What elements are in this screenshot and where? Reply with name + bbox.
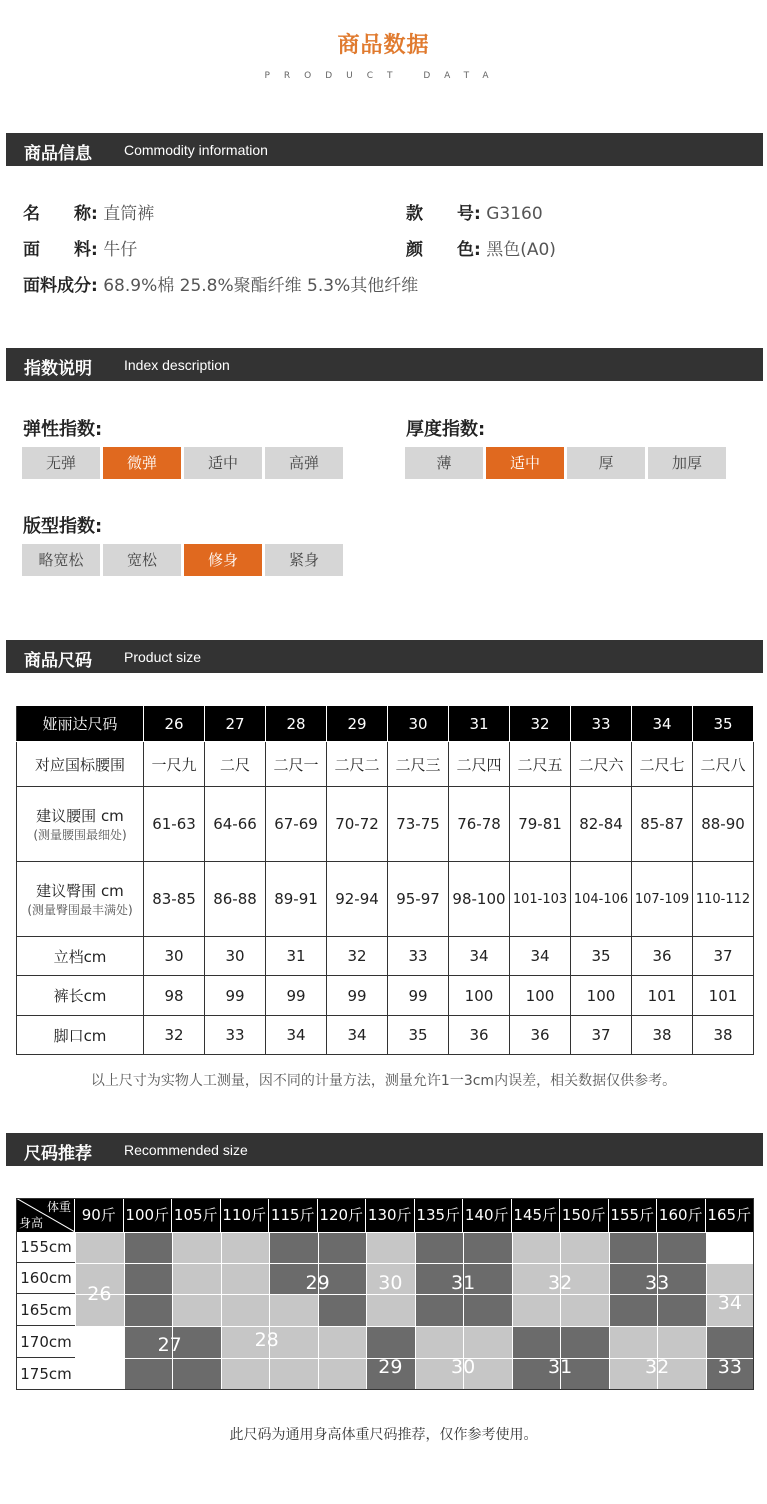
size-table-cell: 79-81 bbox=[510, 787, 571, 862]
size-table-header-cell: 31 bbox=[449, 706, 510, 742]
page-title: 商品数据 bbox=[337, 33, 430, 58]
info-color-label: 颜 色: bbox=[406, 240, 481, 260]
size-table-cell: 82-84 bbox=[571, 787, 632, 862]
size-table-cell: 33 bbox=[205, 1016, 266, 1055]
info-color-value: 黑色(A0) bbox=[486, 240, 556, 260]
elasticity-option: 适中 bbox=[184, 447, 262, 479]
info-fabric-label: 面 料: bbox=[23, 240, 98, 260]
size-table-cell: 二尺八 bbox=[693, 742, 754, 787]
size-table-cell: 二尺三 bbox=[388, 742, 449, 787]
size-table-cell: 二尺 bbox=[205, 742, 266, 787]
elasticity-option: 无弹 bbox=[22, 447, 100, 479]
size-table-cell: 61-63 bbox=[144, 787, 205, 862]
weight-header: 135斤 bbox=[415, 1198, 464, 1232]
size-table-cell: 98-100 bbox=[449, 862, 510, 937]
size-table-cell: 34 bbox=[266, 1016, 327, 1055]
info-composition bbox=[23, 271, 418, 296]
elasticity-title: 弹性指数: bbox=[23, 419, 103, 440]
section-title-cn: 尺码推荐 bbox=[24, 1144, 92, 1164]
section-title-cn: 商品尺码 bbox=[24, 651, 92, 671]
size-table-row-label: 建议臀围 cm (测量臀围最丰满处) bbox=[17, 862, 144, 937]
size-table-cell: 31 bbox=[266, 937, 327, 976]
size-table-cell: 85-87 bbox=[632, 787, 693, 862]
size-table-cell: 98 bbox=[144, 976, 205, 1016]
size-table-cell: 二尺一 bbox=[266, 742, 327, 787]
section-title-en: Product size bbox=[124, 649, 202, 665]
recommended-size-label: 29 bbox=[305, 1271, 330, 1294]
size-table-cell: 36 bbox=[449, 1016, 510, 1055]
fit-option: 略宽松 bbox=[22, 544, 100, 576]
weight-header: 115斤 bbox=[269, 1198, 318, 1232]
size-table-cell: 99 bbox=[327, 976, 388, 1016]
recommended-size-label: 31 bbox=[548, 1356, 573, 1378]
size-table-cell: 37 bbox=[571, 1016, 632, 1055]
elasticity-option: 高弹 bbox=[265, 447, 343, 479]
thickness-option: 厚 bbox=[567, 447, 645, 479]
recommended-size-label: 33 bbox=[717, 1356, 742, 1378]
size-table-cell: 32 bbox=[327, 937, 388, 976]
thickness-title: 厚度指数: bbox=[406, 419, 486, 440]
size-table-cell: 36 bbox=[510, 1016, 571, 1055]
info-name-label: 名 称: bbox=[23, 204, 98, 224]
section-title-en: Index description bbox=[124, 357, 230, 373]
size-table-cell: 99 bbox=[388, 976, 449, 1016]
weight-header: 110斤 bbox=[221, 1198, 270, 1232]
info-name bbox=[23, 199, 154, 224]
size-table-cell: 37 bbox=[693, 937, 754, 976]
size-table-cell: 101-103 bbox=[510, 862, 571, 937]
section-title-cn: 商品信息 bbox=[24, 144, 92, 164]
size-table-row-label: 脚口cm bbox=[17, 1016, 144, 1055]
size-table-cell: 83-85 bbox=[144, 862, 205, 937]
thickness-option: 加厚 bbox=[648, 447, 726, 479]
elasticity-option: 微弹 bbox=[103, 447, 181, 479]
weight-header: 140斤 bbox=[463, 1198, 512, 1232]
size-table-row bbox=[17, 862, 754, 937]
info-style-label: 款 号: bbox=[406, 204, 481, 224]
fit-option: 宽松 bbox=[103, 544, 181, 576]
page-subtitle: PRODUCT DATA bbox=[264, 71, 503, 81]
size-table-header-cell: 34 bbox=[632, 706, 693, 742]
weight-header: 160斤 bbox=[657, 1198, 706, 1232]
recommended-size-label: 29 bbox=[378, 1356, 403, 1378]
size-table-cell: 二尺五 bbox=[510, 742, 571, 787]
section-title-en: Commodity information bbox=[124, 142, 268, 158]
weight-header: 100斤 bbox=[124, 1198, 173, 1232]
size-table-cell: 100 bbox=[449, 976, 510, 1016]
size-table-cell: 35 bbox=[388, 1016, 449, 1055]
grid-corner-weight: 体重 bbox=[46, 1200, 71, 1214]
section-bar-size bbox=[6, 640, 763, 673]
size-table-row-label: 建议腰围 cm (测量腰围最细处) bbox=[17, 787, 144, 862]
size-table-header-cell: 32 bbox=[510, 706, 571, 742]
info-style bbox=[406, 199, 543, 224]
size-table bbox=[16, 705, 754, 1055]
size-table-cell: 38 bbox=[693, 1016, 754, 1055]
size-table-cell: 89-91 bbox=[266, 862, 327, 937]
fit-title: 版型指数: bbox=[23, 516, 103, 537]
size-table-row-label: 裤长cm bbox=[17, 976, 144, 1016]
size-table-cell: 36 bbox=[632, 937, 693, 976]
section-bar-commodity bbox=[6, 133, 763, 166]
recommended-size-label: 30 bbox=[378, 1271, 403, 1294]
size-table-row bbox=[17, 976, 754, 1016]
recommended-size-label: 27 bbox=[157, 1333, 182, 1356]
height-label: 175cm bbox=[16, 1358, 75, 1390]
recommended-size-label: 33 bbox=[645, 1271, 670, 1294]
info-composition-value: 68.9%棉 25.8%聚酯纤维 5.3%其他纤维 bbox=[103, 276, 419, 296]
weight-header: 165斤 bbox=[706, 1198, 755, 1232]
grid-corner-height: 身高 bbox=[19, 1216, 44, 1230]
size-table-cell: 34 bbox=[449, 937, 510, 976]
thickness-option: 薄 bbox=[405, 447, 483, 479]
size-table-cell: 100 bbox=[571, 976, 632, 1016]
size-table-cell: 38 bbox=[632, 1016, 693, 1055]
fit-option: 紧身 bbox=[265, 544, 343, 576]
size-table-row bbox=[17, 742, 754, 787]
size-table-cell: 34 bbox=[510, 937, 571, 976]
size-note: 以上尺寸为实物人工测量，因不同的计量方法，测量允许1一3cm内误差，相关数据仅供参考。 bbox=[90, 1073, 677, 1089]
recommended-size-label: 34 bbox=[717, 1292, 742, 1314]
size-table-cell: 35 bbox=[571, 937, 632, 976]
height-label: 155cm bbox=[16, 1232, 75, 1263]
size-table-cell: 70-72 bbox=[327, 787, 388, 862]
size-table-row bbox=[17, 1016, 754, 1055]
size-table-cell: 101 bbox=[693, 976, 754, 1016]
weight-header: 130斤 bbox=[366, 1198, 415, 1232]
info-fabric bbox=[23, 235, 137, 260]
size-table-cell: 99 bbox=[205, 976, 266, 1016]
size-table-header-cell: 26 bbox=[144, 706, 205, 742]
size-table-header-cell: 33 bbox=[571, 706, 632, 742]
info-name-value: 直筒裤 bbox=[103, 204, 155, 224]
size-table-cell: 64-66 bbox=[205, 787, 266, 862]
size-table-header-cell: 29 bbox=[327, 706, 388, 742]
weight-header: 145斤 bbox=[512, 1198, 561, 1232]
section-title-cn: 指数说明 bbox=[24, 359, 92, 379]
size-table-cell: 110-112 bbox=[693, 862, 754, 937]
recommended-size-label: 31 bbox=[451, 1271, 476, 1294]
section-bar-index bbox=[6, 348, 763, 381]
size-table-cell: 101 bbox=[632, 976, 693, 1016]
info-color bbox=[406, 235, 556, 260]
size-table-cell: 92-94 bbox=[327, 862, 388, 937]
size-table-header-cell: 27 bbox=[205, 706, 266, 742]
size-table-cell: 76-78 bbox=[449, 787, 510, 862]
size-table-cell: 95-97 bbox=[388, 862, 449, 937]
weight-header: 150斤 bbox=[560, 1198, 609, 1232]
size-table-cell: 33 bbox=[388, 937, 449, 976]
recommended-size-label: 32 bbox=[645, 1356, 670, 1378]
height-label: 170cm bbox=[16, 1326, 75, 1358]
size-table-cell: 104-106 bbox=[571, 862, 632, 937]
size-table-cell: 73-75 bbox=[388, 787, 449, 862]
info-style-value: G3160 bbox=[486, 204, 543, 224]
size-table-cell: 99 bbox=[266, 976, 327, 1016]
size-table-cell: 二尺四 bbox=[449, 742, 510, 787]
recommended-size-label: 30 bbox=[451, 1356, 476, 1378]
weight-header: 90斤 bbox=[75, 1198, 124, 1232]
size-table-cell: 30 bbox=[205, 937, 266, 976]
size-table-cell: 34 bbox=[327, 1016, 388, 1055]
section-bar-recommend bbox=[6, 1133, 763, 1166]
size-table-header-label: 娅丽达尺码 bbox=[17, 706, 144, 742]
size-table-cell: 32 bbox=[144, 1016, 205, 1055]
size-table-cell: 二尺七 bbox=[632, 742, 693, 787]
size-table-row bbox=[17, 937, 754, 976]
size-recommendation-grid bbox=[16, 1198, 754, 1390]
size-table-cell: 86-88 bbox=[205, 862, 266, 937]
fit-option: 修身 bbox=[184, 544, 262, 576]
info-composition-label: 面料成分: bbox=[23, 276, 98, 296]
weight-header: 120斤 bbox=[318, 1198, 367, 1232]
size-table-header-cell: 30 bbox=[388, 706, 449, 742]
recommended-size-label: 28 bbox=[254, 1328, 279, 1351]
size-table-cell: 67-69 bbox=[266, 787, 327, 862]
size-table-row bbox=[17, 787, 754, 862]
weight-header: 155斤 bbox=[609, 1198, 658, 1232]
size-table-cell: 100 bbox=[510, 976, 571, 1016]
size-table-header-cell: 28 bbox=[266, 706, 327, 742]
size-table-cell: 30 bbox=[144, 937, 205, 976]
size-table-cell: 一尺九 bbox=[144, 742, 205, 787]
size-table-row-label: 对应国标腰围 bbox=[17, 742, 144, 787]
recommend-note: 此尺码为通用身高体重尺码推荐，仅作参考使用。 bbox=[229, 1427, 538, 1443]
size-table-cell: 二尺二 bbox=[327, 742, 388, 787]
size-table-cell: 88-90 bbox=[693, 787, 754, 862]
size-table-cell: 二尺六 bbox=[571, 742, 632, 787]
info-fabric-value: 牛仔 bbox=[103, 240, 138, 260]
thickness-option: 适中 bbox=[486, 447, 564, 479]
recommended-size-label: 32 bbox=[548, 1271, 573, 1294]
size-table-cell: 107-109 bbox=[632, 862, 693, 937]
height-label: 160cm bbox=[16, 1263, 75, 1294]
weight-header: 105斤 bbox=[172, 1198, 221, 1232]
recommended-size-label: 26 bbox=[87, 1282, 112, 1305]
size-table-header-cell: 35 bbox=[693, 706, 754, 742]
height-label: 165cm bbox=[16, 1294, 75, 1326]
size-table-row-label: 立档cm bbox=[17, 937, 144, 976]
section-title-en: Recommended size bbox=[124, 1142, 248, 1158]
